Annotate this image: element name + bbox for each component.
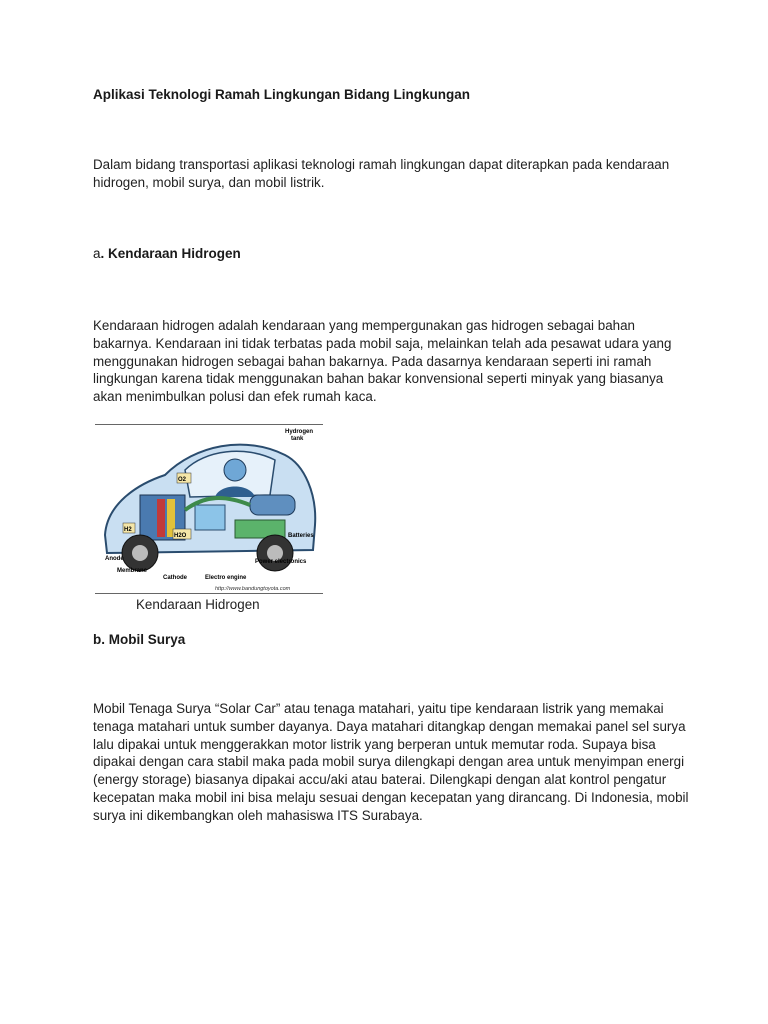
membrane-layer-shape <box>157 499 165 537</box>
h2-label: H2 <box>124 527 132 533</box>
section-a-heading <box>93 246 241 261</box>
front-wheel-hub-shape <box>132 545 148 561</box>
power-electronics-shape <box>195 505 225 530</box>
section-a-prefix: a <box>93 246 101 261</box>
intro-paragraph: Dalam bidang transportasi aplikasi teknologi ramah lingkungan dapat diterapkan pada kendaraan hidrogen, mobil surya, dan mobil listrik. <box>93 157 670 190</box>
figure-url: http://www.bandungtoyota.com <box>215 586 291 592</box>
hydrogen-car-figure <box>95 424 323 594</box>
anode-label: Anode <box>105 556 124 562</box>
hydrogen-tank-label: Hydrogen <box>285 429 314 435</box>
section-a-paragraph: Kendaraan hidrogen adalah kendaraan yang mempergunakan gas hidrogen sebagai bahan bakarnya. Kendaraan ini tidak terbatas pada mobil saja, melainkan telah ada pesawat udara yang menggunakan hidrogen sebagai bahan bakarnya. Pada dasarnya kendaraan seperti ini ramah lingkungan karena tidak menggunakan bahan bakar konvensional seperti minyak yang biasanya akan menimbulkan polusi dan efek rumah kaca. <box>93 318 672 405</box>
batteries-label: Batteries <box>288 533 314 539</box>
o2-label: O2 <box>178 477 187 483</box>
electro-engine-label: Electro engine <box>205 575 247 581</box>
hydrogen-tank-shape <box>250 495 295 515</box>
section-b-heading: b. Mobil Surya <box>93 632 186 647</box>
figure-caption: Kendaraan Hidrogen <box>136 597 260 612</box>
section-b-paragraph: Mobil Tenaga Surya “Solar Car” atau tenaga matahari, yaitu tipe kendaraan listrik yang memakai tenaga matahari untuk sumber dayanya. Daya matahari ditangkap dengan memakai panel sel surya lalu dipakai untuk menggerakkan motor listrik yang berperan untuk memutar roda. Supaya bisa dipakai dengan cara stabil maka pada mobil surya dilengkapi dengan area untuk menyimpan energi (energy storage) biasanya dipakai accu/aki atau baterai. Dilengkapi dengan alat kontrol pengatur kecepatan maka mobil ini bisa melaju sesuai dengan kecepatan yang dirancang. Di Indonesia, mobil surya ini dikembangkan oleh mahasiswa ITS Surabaya. <box>93 701 689 823</box>
power-electronics-label: Power electronics <box>255 559 307 565</box>
cathode-label: Cathode <box>163 575 187 581</box>
h2o-label: H2O <box>174 533 187 539</box>
document-title: Aplikasi Teknologi Ramah Lingkungan Bidang Lingkungan <box>93 87 471 102</box>
membrane-label: Membrane <box>117 568 148 574</box>
section-a-heading-text: . Kendaraan Hidrogen <box>100 246 241 261</box>
driver-head-shape <box>224 459 246 481</box>
hydrogen-car-illustration <box>95 425 323 593</box>
hydrogen-tank-label-2: tank <box>291 436 304 442</box>
